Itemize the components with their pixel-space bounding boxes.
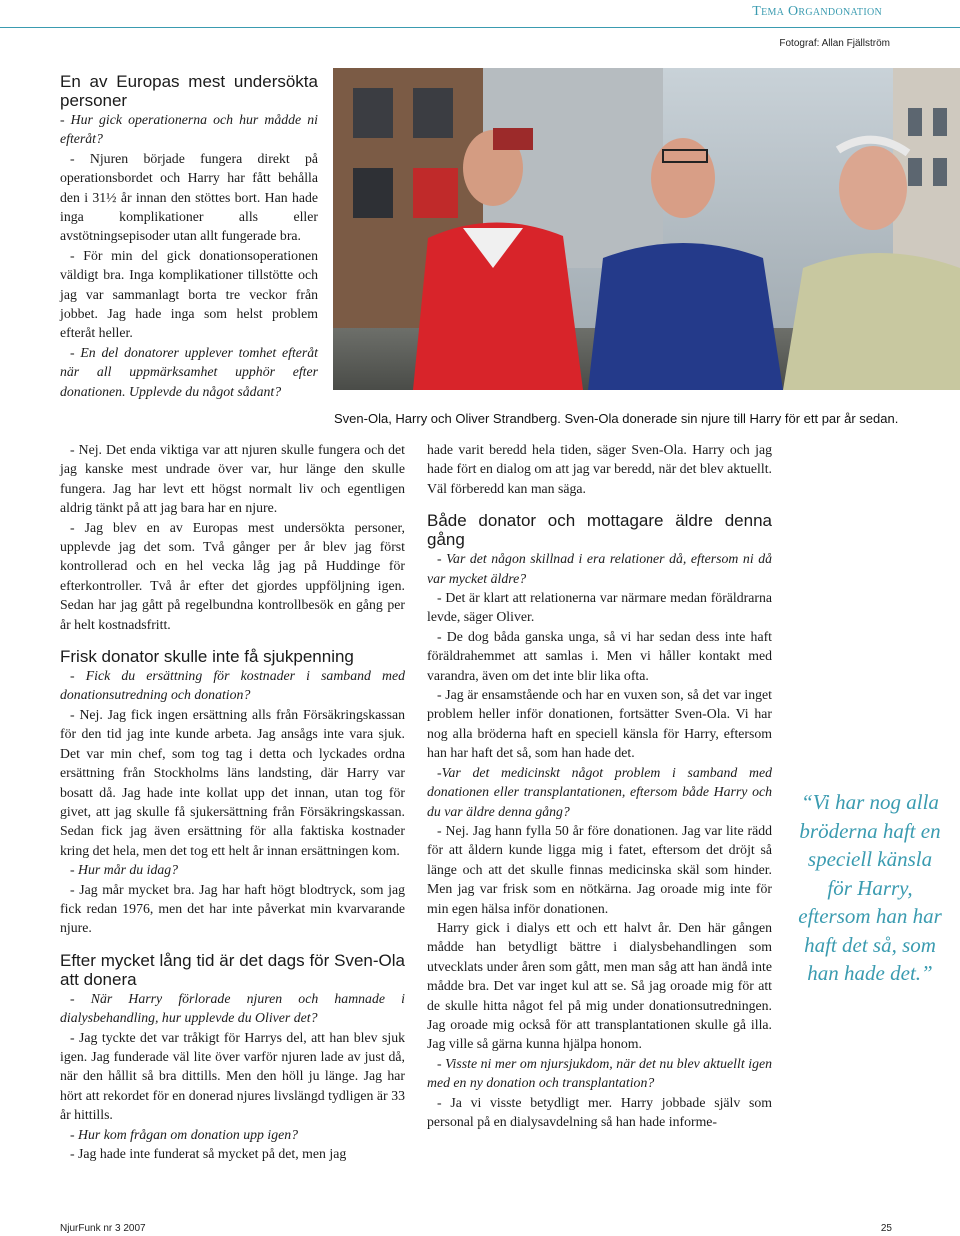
question: - Fick du ersättning för kostnader i samband med donationsutredning och donation? <box>60 668 405 703</box>
answer: - Jag blev en av Europas mest undersökta personer, upplevde jag det som. Två gånger per år blev jag först kontrollerad och en hel vecka låg jag på Huddinge för efterkontroller. Två år efter det gjordes uppföljning igen. Sedan har jag gått på regelbundna kontrollbesök en gång per år helt kostnadsfritt. <box>60 519 405 632</box>
question: - En del donatorer upplever tomhet efteråt när all uppmärksamhet upphör efter donationen. Upplevde du något sådant? <box>60 344 318 399</box>
question: - Hur mår du idag? <box>70 862 179 878</box>
section-header: Tema Organdonation <box>752 4 882 19</box>
heading-europas: En av Europas mest undersökta personer <box>60 72 318 110</box>
answer: - Nej. Det enda viktiga var att njuren skulle fungera och det jag kanske mest undrade över var, hur länge den skulle fungera. Jag har levt ett högst normalt liv och egentligen aldrig tänkt på att jag bara har en njure. <box>60 442 405 516</box>
answer: - Jag mår mycket bra. Jag har haft högt blodtryck, som jag fick redan 1976, men det har inte påverkat min kvarvarande njure. <box>60 881 405 936</box>
photo-caption: Sven-Ola, Harry och Oliver Strandberg. Sven-Ola donerade sin njure till Harry för ett par år sedan. <box>334 411 899 426</box>
footer-magazine: NjurFunk nr 3 2007 <box>60 1223 146 1234</box>
middle-column <box>427 440 772 1131</box>
question: - Hur gick operationerna och hur mådde ni efteråt? <box>60 112 318 147</box>
answer: - Det är klart att relationerna var närmare medan föräldrarna levde, säger Oliver. <box>427 590 772 625</box>
left-column-top <box>60 72 318 401</box>
pull-quote: “Vi har nog alla bröderna haft en speciell känsla för Harry, eftersom han har haft det så, som han hade det.” <box>798 790 942 985</box>
brothers-photo <box>333 68 960 390</box>
header-rule <box>0 27 960 28</box>
answer: - Njuren började fungera direkt på operationsbordet och Harry har fått behålla den i 31½ år innan den stöttes bort. Han hade inga komplikationer alls eller avstötningsepisoder utan allt fungerade bra. <box>60 150 318 244</box>
photo-illustration <box>333 68 960 390</box>
answer: - Nej. Jag hann fylla 50 år före donationen. Jag var lite rädd för att åldern kunde ligga mig i fatet, eftersom det dröjt så länge och att det skulle finnas medicinska skäl som hinder. Men jag var frisk som en nötkärna. Jag oroade mig inte för min egen hälsa inför donationen. <box>427 822 772 916</box>
answer: - Jag är ensamstående och har en vuxen son, så det var inget problem heller inför donationen, fortsätter Sven-Ola. Vi har nog alla bröderna haft en speciell känsla för Harry, eftersom han har haft det så, som han hade det. <box>427 687 772 761</box>
answer: - Ja vi visste betydligt mer. Harry jobbade själv som personal på en dialysavdelning så han hade informe- <box>427 1094 772 1129</box>
answer: hade varit beredd hela tiden, säger Sven-Ola. Harry och jag hade fört en dialog om att jag var beredd, när det blev aktuellt. Väl förberedd kan man säga. <box>427 442 772 496</box>
question: - När Harry förlorade njuren och hamnade i dialysbehandling, hur upplevde du Oliver det? <box>60 990 405 1026</box>
question: - Visste ni mer om njursjukdom, när det nu blev aktuellt igen med en ny donation och transplantation? <box>427 1055 772 1091</box>
left-column-bottom <box>60 440 405 1163</box>
footer-page-number: 25 <box>880 1223 892 1234</box>
photo-credit: Fotograf: Allan Fjällström <box>779 38 890 49</box>
answer: - Jag hade inte funderat så mycket på det, men jag <box>70 1146 347 1161</box>
heading-sjukpenning: Frisk donator skulle inte få sjukpenning <box>60 647 354 667</box>
question: - Var det någon skillnad i era relationer då, eftersom ni då var mycket äldre? <box>427 551 772 586</box>
answer: Harry gick i dialys ett och ett halvt år. Den här gången mådde han betydligt bättre i dialysbehandlingen som utvecklats under åren som gått, men man såg att han ändå inte mådde bra. Det var inget kul att se. Så jag oroade mig för att de skulle hitta något fel på mig under donationsutredningen. Jag oroade mig också för att transplantationen skulle gå illa. Jag ville så gärna kunna hjälpa honom. <box>427 919 772 1052</box>
answer: - Nej. Jag fick ingen ersättning alls från Försäkringskassan för den tid jag inte kunde arbeta. Jag ansågs inte vara sjuk. Det var min chef, som tog tag i detta och lyckades ordna ersättning från Stockholms läns landsting, där Harry var bosatt då. Jag hade inte kollat upp det innan, utan tog för givet, att jag skulle få sjukersättning från Försäkringskassan. Sedan fick jag även ersättning för alla faktiska kostnader kring det hela, men det tog ett helt år innan ersättningen kom. <box>60 706 405 858</box>
answer: - Jag tyckte det var tråkigt för Harrys del, att han blev sjuk igen. Jag funderade väl lite över varför njuren lade av just då, när den hållit så bra dittills. Men den höll ju länge. Jag har hört att rekordet för en donerad njures livslängd tydligen är 33 år hittills. <box>60 1029 405 1123</box>
heading-sven-ola-donera: Efter mycket lång tid är det dags för Sven-Ola att donera <box>60 950 405 989</box>
answer: - De dog båda ganska unga, så vi har sedan dess inte haft föräldrahemmet att samlas i. Men vi håller kontakt med varandra, även om det inte blir lika ofta. <box>427 628 772 683</box>
question: - Hur kom frågan om donation upp igen? <box>70 1126 299 1142</box>
answer: - För min del gick donationsoperationen väldigt bra. Inga komplikationer tillstötte och jag var sammanlagt borta tre veckor från jobbet. Jag hade inga som helst problem efteråt heller. <box>60 247 318 341</box>
heading-bada-aldre: Både donator och mottagare äldre denna gång <box>427 511 772 550</box>
question: -Var det medicinskt något problem i samband med donationen eller transplantationen, eftersom både Harry och du var äldre denna gång? <box>427 764 772 819</box>
